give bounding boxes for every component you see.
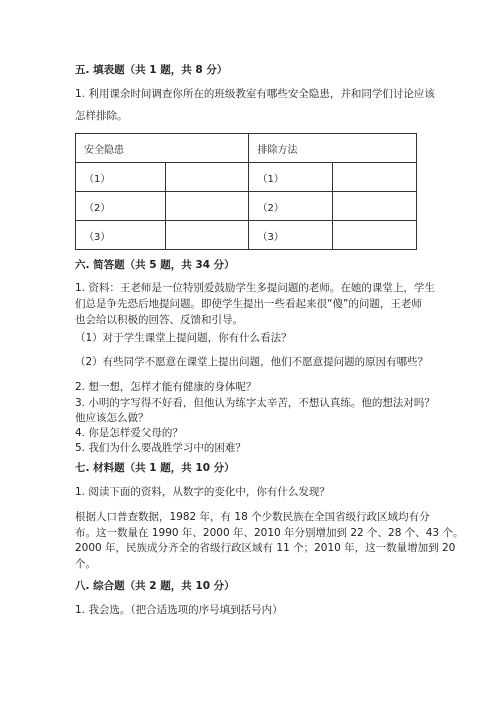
- solution-label-3: （3）: [249, 221, 333, 250]
- hazard-label-1: （1）: [76, 163, 166, 192]
- section-7-passage-line-4: 个。: [75, 558, 96, 570]
- section-6-heading: 六. 简答题（共 5 题，共 34 分）: [75, 259, 235, 271]
- section-8-heading: 八. 综合题（共 2 题，共 10 分）: [75, 580, 235, 592]
- section-6-question-4: 4. 你是怎样爱父母的？: [75, 427, 183, 439]
- section-6-question-3-line-2: 他应该怎么做？: [75, 412, 149, 424]
- solution-answer-cell-3[interactable]: [333, 221, 417, 250]
- section-5-heading: 五. 填表题（共 1 题，共 8 分）: [75, 64, 228, 76]
- section-5-question-1-line-2: 怎样排除。: [75, 110, 128, 122]
- solution-answer-cell-1[interactable]: [333, 163, 417, 192]
- section-7-question-1: 1. 阅读下面的资料，从数字的变化中，你有什么发现？: [75, 486, 330, 498]
- solution-label-1: （1）: [249, 163, 333, 192]
- header-solution: 排除方法: [249, 134, 417, 163]
- solution-answer-cell-2[interactable]: [333, 192, 417, 221]
- hazard-label-2: （2）: [76, 192, 166, 221]
- section-6-sub-question-2: （2）有些同学不愿意在课堂上提出问题，他们不愿意提问题的原因有哪些？: [75, 356, 429, 368]
- section-6-sub-question-1: （1）对于学生课堂上提问题，你有什么看法？: [75, 332, 292, 344]
- section-6-question-3-line-1: 3. 小明的字写得不好看，但他认为练字太辛苦，不想认真练。他的想法对吗？: [75, 397, 435, 409]
- safety-hazard-table: [75, 133, 417, 250]
- hazard-answer-cell-2[interactable]: [165, 192, 249, 221]
- section-7-passage-line-3: 2000 年，民族成分齐全的省级行政区域有 11 个；2010 年，这一数量增加到 20: [75, 542, 456, 554]
- hazard-answer-cell-1[interactable]: [165, 163, 249, 192]
- hazard-label-3: （3）: [76, 221, 166, 250]
- table-header-row: [76, 134, 417, 163]
- section-6-question-1-line-2: 们总是争先恐后地提问题。即使学生提出一些看起来很“傻”的问题，王老师: [75, 298, 422, 310]
- section-6-question-2: 2. 想一想，怎样才能有健康的身体呢？: [75, 381, 257, 393]
- table-row: [76, 192, 417, 221]
- solution-label-2: （2）: [249, 192, 333, 221]
- table-row: [76, 163, 417, 192]
- section-5-question-1-line-1: 1. 利用课余时间调查你所在的班级教室有哪些安全隐患，并和同学们讨论应该: [75, 88, 435, 100]
- section-8-question-1: 1. 我会选。（把合适选项的序号填到括号内）: [75, 604, 283, 616]
- hazard-answer-cell-3[interactable]: [165, 221, 249, 250]
- section-6-question-1-line-1: 1. 资料：王老师是一位特别爱鼓励学生多提问题的老师。在她的课堂上，学生: [75, 282, 435, 294]
- header-hazard: 安全隐患: [76, 134, 249, 163]
- section-7-passage-line-1: 根据人口普查数据，1982 年，有 18 个少数民族在全国省级行政区域均有分: [75, 511, 430, 523]
- section-6-question-5: 5. 我们为什么要战胜学习中的困难？: [75, 442, 246, 454]
- section-6-question-1-line-3: 也会给以积极的回答、反馈和引导。: [75, 314, 243, 326]
- section-7-heading: 七. 材料题（共 1 题，共 10 分）: [75, 462, 235, 474]
- table-row: [76, 221, 417, 250]
- section-7-passage-line-2: 布。这一数量在 1990 年、2000 年、2010 年分别增加到 22 个、28 个、43 个。: [75, 527, 464, 539]
